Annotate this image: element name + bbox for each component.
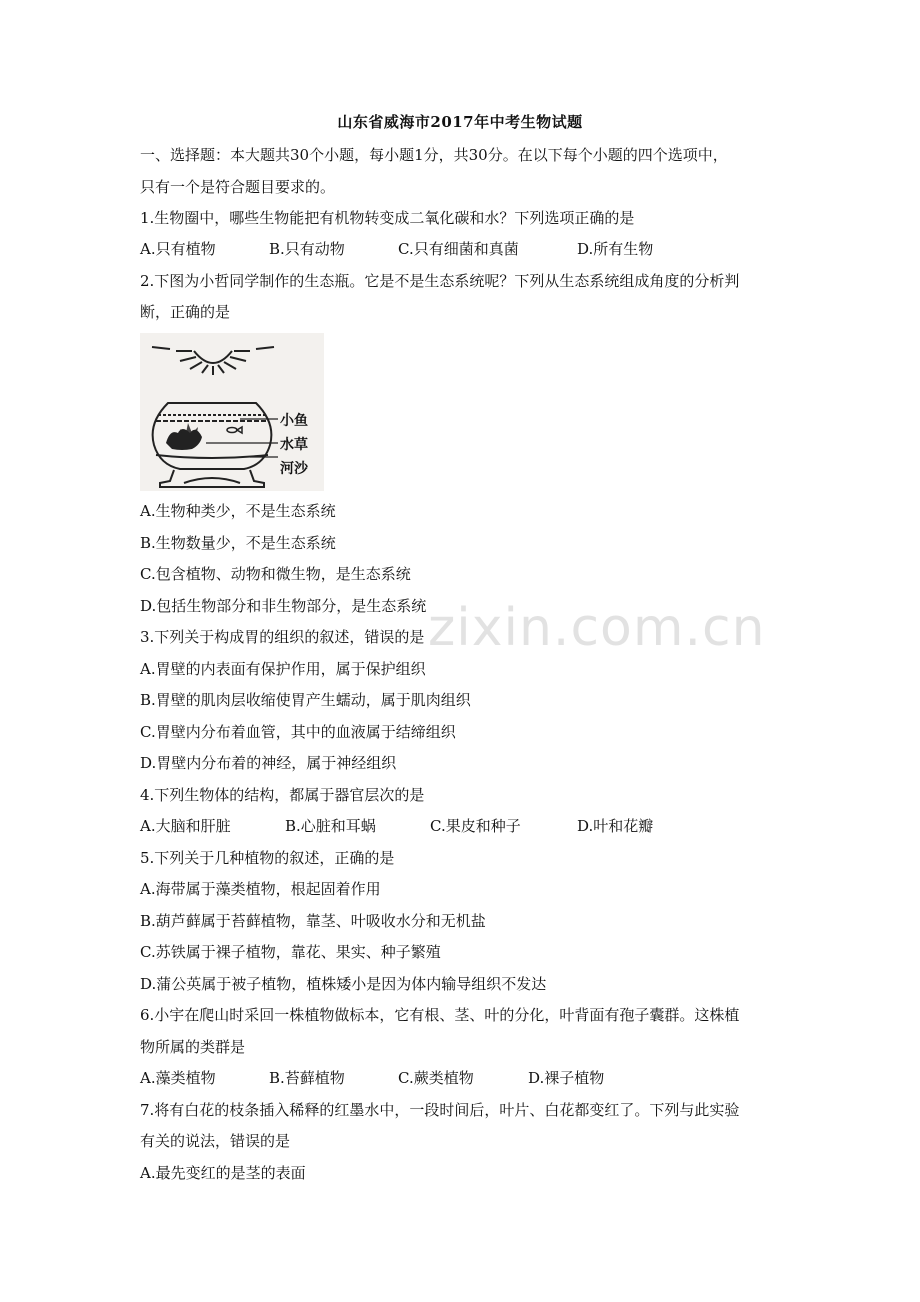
question-4-option-c: C.果皮和种子 [430,817,521,835]
question-1-option-c: C.只有细菌和真菌 [398,240,519,258]
question-7-option-a: A.最先变红的是茎的表面 [140,1164,306,1182]
figure-label-sand: 河沙 [280,461,308,477]
question-6-stem-line-1: 6.小宇在爬山时采回一株植物做标本，它有根、茎、叶的分化，叶背面有孢子囊群。这株植 [140,1006,740,1024]
question-4-option-a: A.大脑和肝脏 [140,817,231,835]
question-2-option-b: B.生物数量少，不是生态系统 [140,534,336,552]
question-4-option-d: D.叶和花瓣 [577,817,654,835]
question-5-option-d: D.蒲公英属于被子植物，植株矮小是因为体内输导组织不发达 [140,975,547,993]
question-4-option-b: B.心脏和耳蜗 [285,817,376,835]
question-3-option-c: C.胃壁内分布着血管，其中的血液属于结缔组织 [140,723,456,741]
question-5-option-c: C.苏铁属于裸子植物，靠花、果实、种子繁殖 [140,943,441,961]
question-2-stem-line-1: 2.下图为小哲同学制作的生态瓶。它是不是生态系统呢？下列从生态系统组成角度的分析判 [140,272,740,290]
question-3-option-a: A.胃壁的内表面有保护作用，属于保护组织 [140,660,426,678]
figure-label-fish: 小鱼 [280,413,308,429]
question-2-option-c: C.包含植物、动物和微生物，是生态系统 [140,565,411,583]
question-3-option-b: B.胃壁的肌肉层收缩使胃产生蠕动，属于肌肉组织 [140,691,471,709]
question-5-option-a: A.海带属于藻类植物，根起固着作用 [140,880,381,898]
question-1-stem: 1.生物圈中，哪些生物能把有机物转变成二氧化碳和水？下列选项正确的是 [140,209,635,227]
question-6-stem-line-2: 物所属的类群是 [140,1038,246,1056]
question-3-option-d: D.胃壁内分布着的神经，属于神经组织 [140,754,397,772]
question-6-option-d: D.裸子植物 [528,1069,605,1087]
page-title: 山东省威海市2017年中考生物试题 [337,113,583,131]
question-6-option-b: B.苔藓植物 [269,1069,345,1087]
question-1-option-a: A.只有植物 [140,240,216,258]
section-instruction-line-2: 只有一个是符合题目要求的。 [140,178,336,196]
section-instruction-line-1: 一、选择题：本大题共30个小题，每小题1分，共30分。在以下每个小题的四个选项中， [140,146,728,164]
question-6-option-a: A.藻类植物 [140,1069,216,1087]
watermark: zixin.com.cn [428,598,766,658]
question-1-option-b: B.只有动物 [269,240,345,258]
question-3-stem: 3.下列关于构成胃的组织的叙述，错误的是 [140,628,425,646]
question-1-option-d: D.所有生物 [577,240,654,258]
question-2-option-d: D.包括生物部分和非生物部分，是生态系统 [140,597,427,615]
ecological-bottle-figure [140,333,324,491]
question-2-stem-line-2: 断，正确的是 [140,303,231,321]
question-5-stem: 5.下列关于几种植物的叙述，正确的是 [140,849,395,867]
question-5-option-b: B.葫芦藓属于苔藓植物，靠茎、叶吸收水分和无机盐 [140,912,486,930]
figure-label-grass: 水草 [280,437,308,453]
question-6-option-c: C.蕨类植物 [398,1069,474,1087]
question-7-stem-line-1: 7.将有白花的枝条插入稀释的红墨水中，一段时间后，叶片、白花都变红了。下列与此实验 [140,1101,740,1119]
question-7-stem-line-2: 有关的说法，错误的是 [140,1132,291,1150]
question-4-stem: 4.下列生物体的结构，都属于器官层次的是 [140,786,425,804]
question-2-option-a: A.生物种类少，不是生态系统 [140,502,336,520]
